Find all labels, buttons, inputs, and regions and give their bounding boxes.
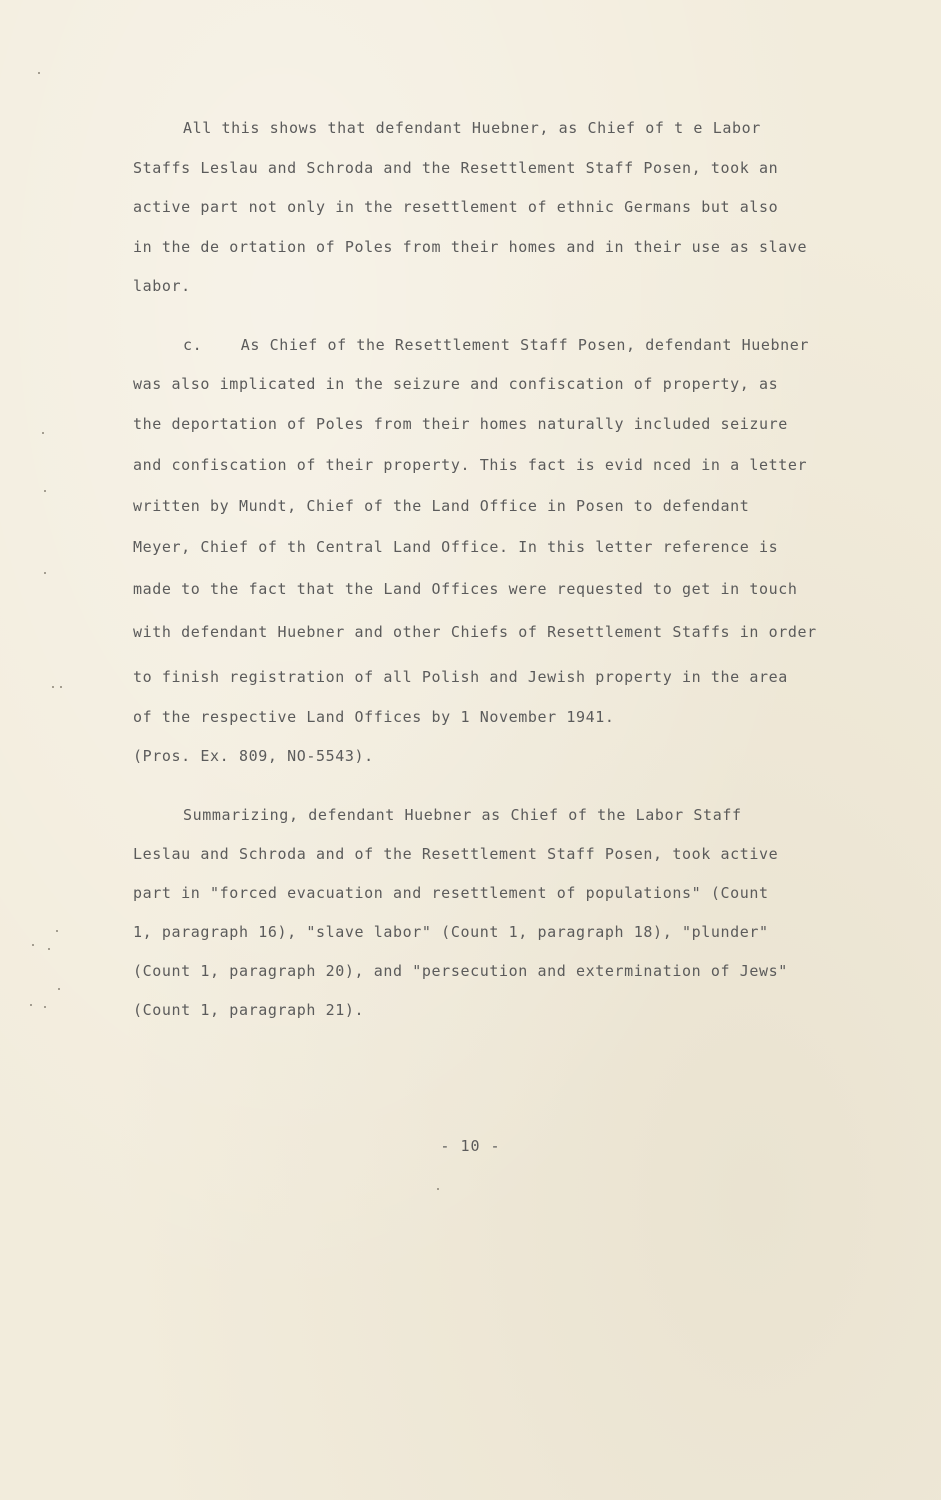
paper-speck <box>44 1006 46 1008</box>
text-line: the deportation of Poles from their homes naturally included seizure <box>133 415 788 433</box>
text-line: (Count 1, paragraph 20), and "persecution and extermination of Jews" <box>133 962 788 980</box>
paper-speck <box>56 930 58 932</box>
paper-speck <box>44 490 46 492</box>
paper-speck <box>30 1004 32 1006</box>
text-line: was also implicated in the seizure and confiscation of property, as <box>133 375 779 393</box>
text-line: Summarizing, defendant Huebner as Chief of the Labor Staff <box>183 806 742 824</box>
text-line: to finish registration of all Polish and Jewish property in the area <box>133 668 788 686</box>
page-number: - 10 - <box>440 1137 501 1155</box>
paper-speck <box>32 944 34 946</box>
paper-speck <box>52 686 54 688</box>
paper-speck <box>60 686 62 688</box>
text-line: (Count 1, paragraph 21). <box>133 1001 365 1019</box>
text-line: All this shows that defendant Huebner, as Chief of t e Labor <box>183 119 761 137</box>
text-line: 1, paragraph 16), "slave labor" (Count 1, paragraph 18), "plunder" <box>133 923 769 941</box>
text-line: with defendant Huebner and other Chiefs of Resettlement Staffs in order <box>133 623 817 641</box>
paper-speck <box>44 572 46 574</box>
text-line: c. As Chief of the Resettlement Staff Posen, defendant Huebner <box>183 336 809 354</box>
text-line: in the de ortation of Poles from their homes and in their use as slave <box>133 238 808 256</box>
paper-speck <box>58 988 60 990</box>
text-line: Meyer, Chief of th Central Land Office. In this letter reference is <box>133 538 779 556</box>
text-line: Staffs Leslau and Schroda and the Resettlement Staff Posen, took an <box>133 159 779 177</box>
text-line: made to the fact that the Land Offices were requested to get in touch <box>133 580 798 598</box>
text-line: part in "forced evacuation and resettlement of populations" (Count <box>133 884 769 902</box>
text-line: of the respective Land Offices by 1 November 1941. <box>133 708 615 726</box>
text-line: labor. <box>133 277 191 295</box>
paper-speck <box>48 948 50 950</box>
paper-speck <box>42 432 44 434</box>
exhibit-citation: (Pros. Ex. 809, NO-5543). <box>133 747 374 765</box>
text-line: Leslau and Schroda and of the Resettlement Staff Posen, took active <box>133 845 779 863</box>
text-line: active part not only in the resettlement of ethnic Germans but also <box>133 198 779 216</box>
paper-speck <box>38 72 40 74</box>
paper-speck <box>437 1188 439 1190</box>
text-line: and confiscation of their property. This fact is evid nced in a letter <box>133 456 808 474</box>
text-line: written by Mundt, Chief of the Land Office in Posen to defendant <box>133 497 750 515</box>
